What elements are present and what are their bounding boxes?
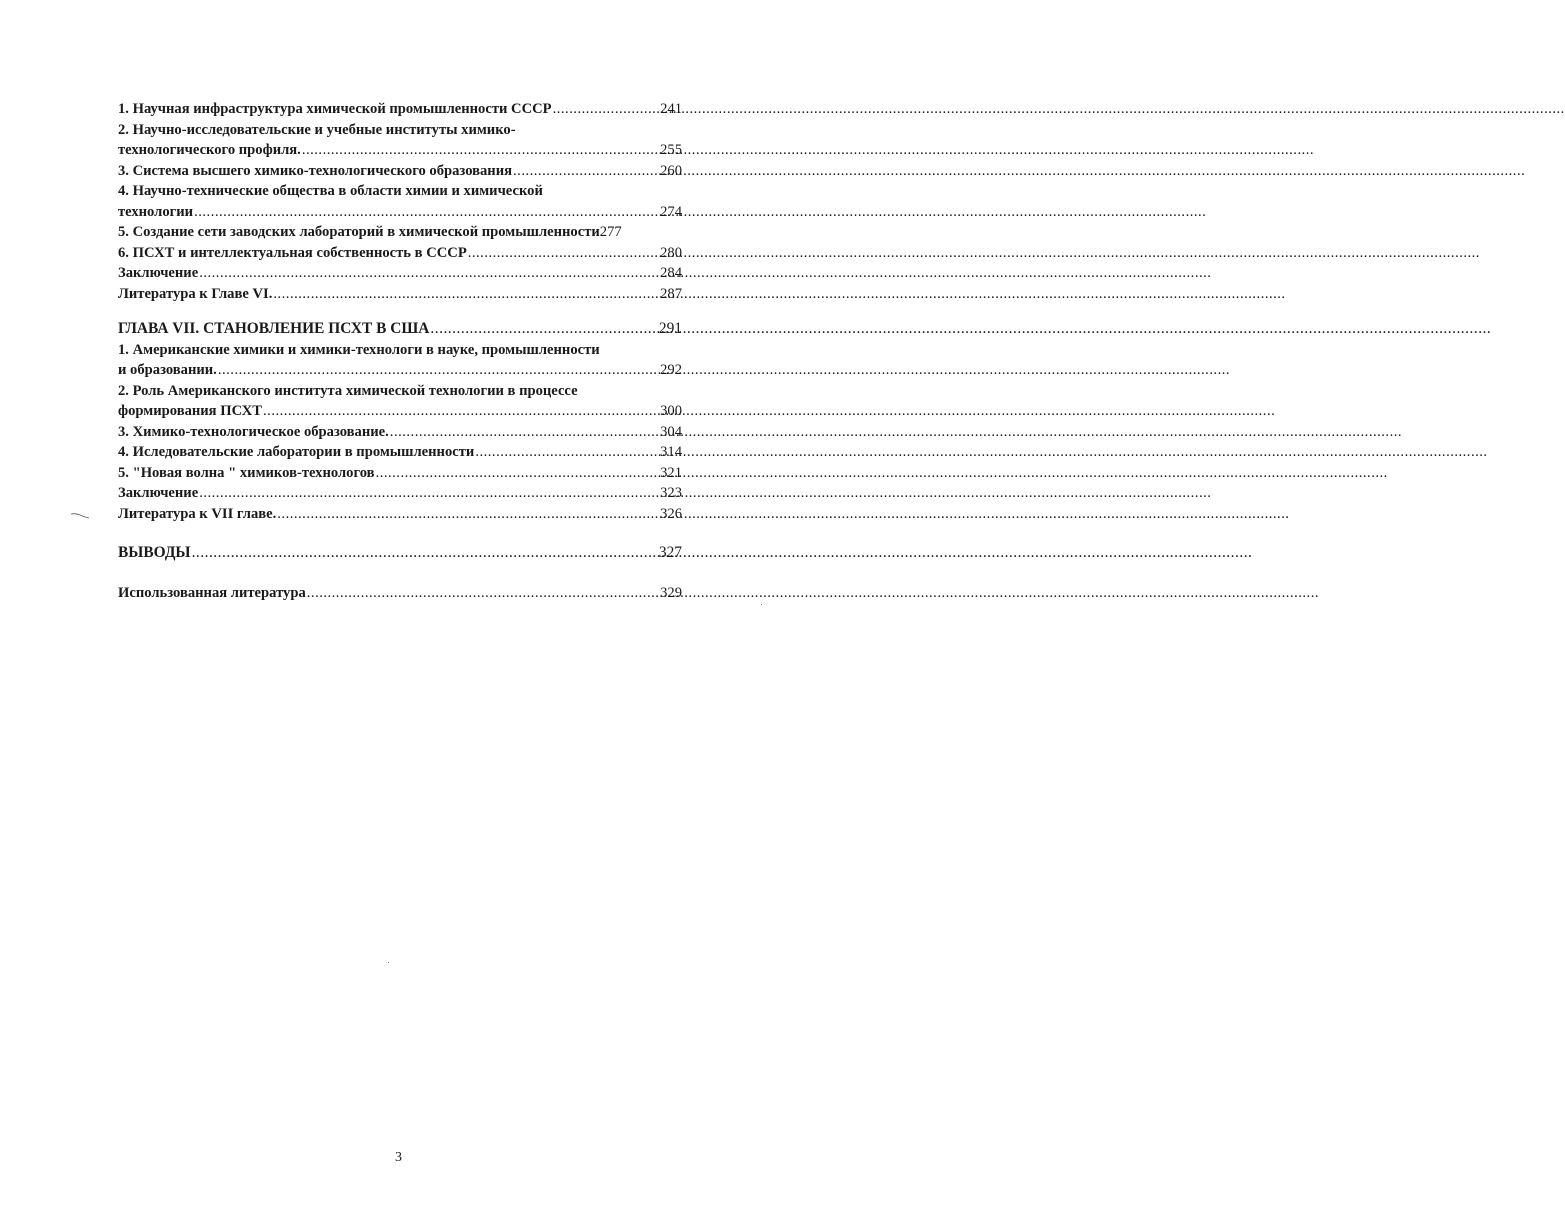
toc-entry-title: Заключение — [118, 265, 199, 281]
toc-entry — [118, 161, 682, 182]
dot-leader — [273, 284, 659, 305]
toc-entry-page: 292 — [660, 362, 682, 378]
toc-entry — [118, 442, 682, 463]
toc-entry-title: технологического профиля. — [118, 142, 301, 158]
toc-entry-page: 329 — [660, 584, 682, 601]
toc-entry-title: технологии — [118, 203, 194, 220]
toc-entry-title: 1. Научная инфраструктура химической промышленности СССР — [118, 101, 552, 117]
dot-leader — [468, 243, 659, 264]
toc-references — [118, 583, 682, 604]
margin-pen-mark — [70, 512, 90, 520]
dot-leader — [390, 422, 659, 443]
toc-entry-page: 291 — [658, 320, 682, 337]
toc-entry-page: 323 — [660, 485, 682, 501]
toc-entry-title: 5. Создание сети заводских лабораторий в химической промышленности — [118, 224, 600, 240]
toc-entry-title-line1: 4. Научно-технические общества в области химии и химической — [118, 183, 543, 199]
toc-entry-page: 277 — [599, 224, 622, 240]
toc-entry-page: 321 — [660, 464, 682, 481]
dot-leader — [302, 140, 659, 161]
toc-entry-title: формирования ПСХТ — [118, 403, 263, 419]
toc-entry — [118, 120, 682, 161]
toc-entry-title: Литература к VII главе. — [118, 505, 277, 522]
scan-speck — [761, 604, 762, 605]
toc-entry-page: 241 — [660, 101, 682, 117]
toc-entry-title: ВЫВОДЫ — [118, 544, 191, 561]
toc-entry-page: 280 — [660, 244, 682, 261]
toc-entry — [118, 181, 682, 222]
table-of-contents — [118, 99, 682, 603]
toc-entry-page: 284 — [660, 265, 682, 281]
dot-leader — [263, 401, 659, 422]
dot-leader — [307, 583, 659, 604]
toc-entry-page: 314 — [660, 444, 682, 460]
toc-entry — [118, 284, 682, 305]
toc-entry — [118, 263, 682, 284]
toc-entry — [118, 243, 682, 264]
toc-entry — [118, 504, 682, 525]
toc-entry — [118, 463, 682, 484]
dot-leader — [376, 463, 660, 484]
scan-speck — [388, 962, 389, 963]
toc-entry-page: 260 — [660, 162, 682, 179]
dot-leader — [199, 263, 659, 284]
toc-entry — [118, 222, 682, 243]
dot-leader — [513, 161, 659, 182]
toc-entry — [118, 483, 682, 504]
toc-chapter-title: ГЛАВА VII. СТАНОВЛЕНИЕ ПСХТ В США — [118, 320, 430, 337]
toc-entry-page: 300 — [660, 403, 682, 419]
dot-leader — [199, 483, 659, 504]
toc-entry-title: 6. ПСХТ и интеллектуальная собственность в СССР — [118, 244, 467, 261]
dot-leader — [192, 543, 658, 564]
dot-leader — [553, 99, 660, 120]
toc-entry-title-line1: 2. Научно-исследовательские и учебные институты химико- — [118, 121, 516, 138]
toc-entry-title: 4. Иcледовательские лаборатории в промышленности — [118, 444, 475, 460]
toc-entry-page: 326 — [660, 505, 682, 522]
toc-conclusions — [118, 543, 682, 564]
toc-entry-title: 3. Химико-технологическое образование. — [118, 423, 389, 440]
toc-entry — [118, 381, 682, 422]
toc-entry — [118, 99, 682, 120]
toc-entry-title: 3. Система высшего химико-технологического образования — [118, 162, 513, 179]
dot-leader — [218, 360, 659, 381]
toc-entry — [118, 422, 682, 443]
dot-leader — [430, 319, 658, 340]
toc-entry-page: 255 — [660, 142, 682, 158]
toc-entry-title: Литература к Главе VI. — [118, 285, 273, 302]
toc-entry-title: Заключение — [118, 485, 199, 501]
toc-entry-page: 327 — [658, 544, 682, 561]
dot-leader — [194, 202, 659, 223]
toc-entry-title: и образовании. — [118, 362, 217, 378]
toc-entry-title: 5. "Новая волна " химиков-технологов — [118, 464, 375, 481]
dot-leader — [475, 442, 659, 463]
toc-entry-title-line1: 2. Роль Американского института химической технологии в процессе — [118, 382, 578, 399]
dot-leader — [277, 504, 659, 525]
toc-entry-title-line1: 1. Американские химики и химики-технологи в науке, промышленности — [118, 341, 600, 358]
toc-entry-page: 304 — [660, 423, 682, 440]
toc-entry — [118, 340, 682, 381]
toc-entry-page: 287 — [660, 285, 682, 302]
toc-entry-page: 274 — [660, 203, 682, 220]
toc-chapter-heading — [118, 319, 682, 340]
toc-entry-title: Использованная литература — [118, 584, 306, 601]
page-number: 3 — [395, 1150, 402, 1165]
